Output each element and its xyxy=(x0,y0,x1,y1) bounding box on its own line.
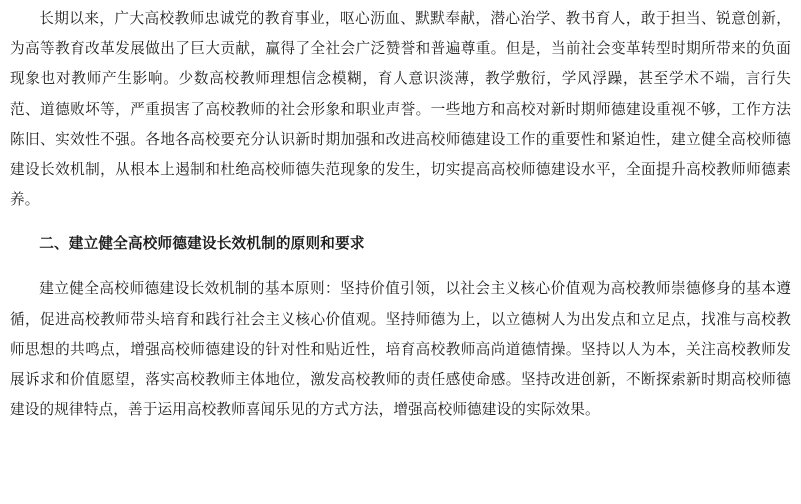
body-paragraph-2: 建立健全高校师德建设长效机制的基本原则：坚持价值引领，以社会主义核心价值观为高校教师崇德修身的基本遵循，促进高校教师带头培育和践行社会主义核心价值观。坚持师德为上，以立德树人为出发点和立足点，找准与高校教师思想的共鸣点，增强高校师德建设的针对性和贴近性，培育高校教师高尚道德情操。坚持以人为本，关注高校教师发展诉求和价值愿望，落实高校教师主体地位，激发高校教师的责任感使命感。坚持改进创新，不断探索新时期高校师德建设的规律特点，善于运用高校教师喜闻乐见的方式方法，增强高校师德建设的实际效果。 xyxy=(10,280,791,419)
body-paragraph-1: 长期以来，广大高校教师忠诚党的教育事业，呕心沥血、默默奉献，潜心治学、教书育人，敢于担当、锐意创新，为高等教育改革发展做出了巨大贡献，赢得了全社会广泛赞誉和普遍尊重。但是，当前社会变革转型时期所带来的负面现象也对教师产生影响。少数高校教师理想信念模糊，育人意识淡薄，教学敷衍，学风浮躁，甚至学术不端，言行失范、道德败坏等，严重损害了高校教师的社会形象和职业声誉。一些地方和高校对新时期师德建设重视不够，工作方法陈旧、实效性不强。各地各高校要充分认识新时期加强和改进高校师德建设工作的重要性和紧迫性，建立健全高校师德建设长效机制，从根本上遏制和杜绝高校师德失范现象的发生，切实提高高校师德建设水平，全面提升高校教师师德素养。 xyxy=(10,10,791,209)
section-heading: 二、建立健全高校师德建设长效机制的原则和要求 xyxy=(39,235,365,253)
